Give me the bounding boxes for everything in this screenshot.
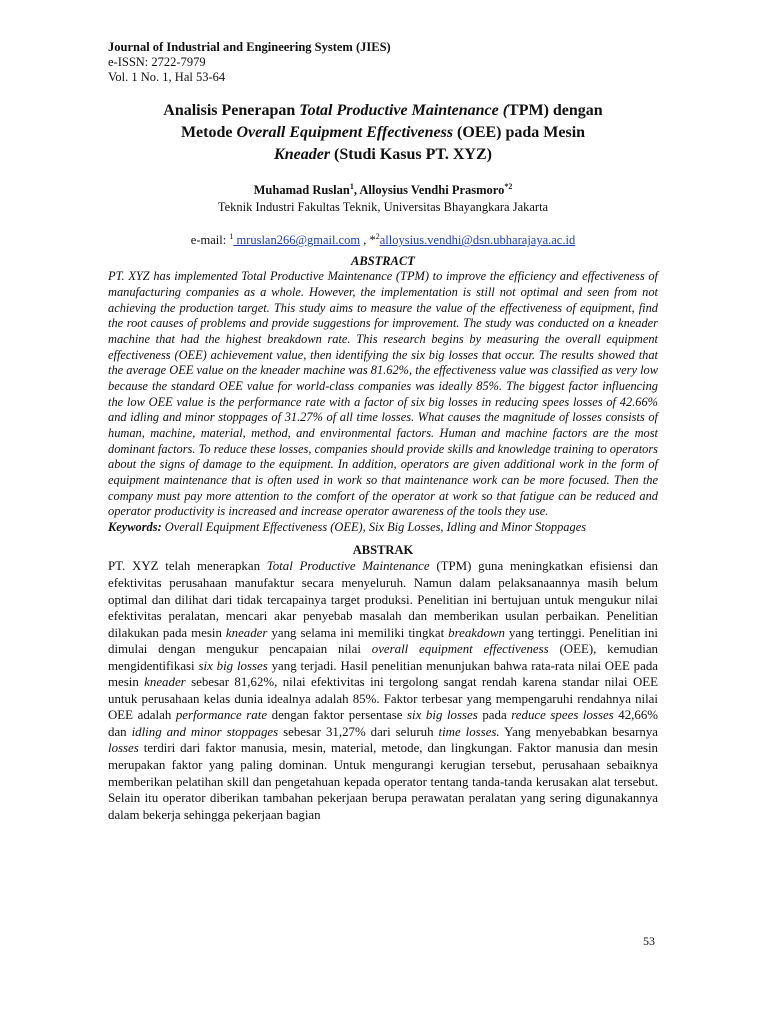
journal-issn: e-ISSN: 2722-7979 [108, 55, 206, 69]
abstract-english: PT. XYZ has implemented Total Productive Maintenance (TPM) to improve the efficiency and effectiveness of manufacturing companies as a whole. However, the implementation is still not optimal and seen from not achieving the production target. This study aims to measure the value of the effectiveness of equipment, find the root causes of problems and provide suggestions for improvement. The study was conducted on a kneader machine that had the highest breakdown rate. This research begins by measuring the overall equipment effectiveness (OEE) achievement value, then identifying the six big losses that occur. The results showed that the average OEE value on the kneader machine was 81.62%, the effectiveness value was classified as very low because the standard OEE value for world-class companies was ideally 85%. The biggest factor influencing the low OEE value is the performance rate with a factor of six big losses in reducing spees losses of 42.66% and idling and minor stoppages of 31.27% of all time losses. What causes the magnitude of losses consists of human, machine, material, method, and environmental factors. Human and machine factors are the most dominant factors. To reduce these losses, companies should provide skills and knowledge training to operators about the signs of damage to the equipment. In addition, operators are given additional work in the form of equipment maintenance that is often used in work so that maintenance work can be more focused. Then the company must pay more attention to the comfort of the operator at work so that fatigue can be reduced and operator productivity is increased and increase operator awareness of the tools they use. [108, 269, 658, 519]
paper-title: Analisis Penerapan Total Productive Maintenance (TPM) dengan Metode Overall Equipment Effectiveness (OEE) pada Mesin Kneader (Studi Kasus PT. XYZ) [163, 102, 603, 163]
email-link-2[interactable]: alloysius.vendhi@dsn.ubharajaya.ac.id [379, 233, 576, 248]
abstract-heading: ABSTRACT [351, 254, 415, 269]
journal-header [108, 40, 658, 85]
journal-volume: Vol. 1 No. 1, Hal 53-64 [108, 70, 226, 84]
keywords-label: Keywords: [108, 519, 162, 534]
author-2: Alloysius Vendhi Prasmoro [359, 183, 505, 198]
page-number: 53 [643, 934, 655, 948]
journal-name: Journal of Industrial and Engineering System (JIES) [108, 40, 391, 54]
email-line: e-mail: $^1$ mruslan266@gmail.com , *$^2$alloysius.vendhi@dsn.ubharajaya.ac.id [190, 232, 576, 248]
keywords [108, 520, 658, 536]
affiliation: Teknik Industri Fakultas Teknik, Universitas Bhayangkara Jakarta [217, 200, 549, 215]
abstrak-indonesian: PT. XYZ telah menerapkan Total Productive Maintenance (TPM) guna meningkatkan efisiensi dan efektivitas perusahaan manufaktur secara menyeluruh. Namun dalam pelaksanaannya masih belum optimal dan dilihat dari tidak tercapainya target produksi. Penelitian ini bertujuan untuk mengukur nilai efektivitas peralatan, mencari akar penyebab masalah dan memberikan usulan perbaikan. Penelitian dilakukan pada mesin kneader yang selama ini memiliki tingkat breakdown yang tertinggi. Penelitian ini dimulai dengan mengukur pencapaian nilai overall equipment effectiveness (OEE), kemudian mengidentifikasi six big losses yang terjadi. Hasil penelitian menunjukan bahwa rata-rata nilai OEE pada mesin kneader sebesar 81,62%, nilai efektivitas ini tergolong sangat rendah karena standar nilai OEE untuk perusahaan kelas dunia idealnya adalah 85%. Faktor terbesar yang mempengaruhi rendahnya nilai OEE adalah performance rate dengan faktor persentase six big losses pada reduce spees losses 42,66% dan idling and minor stoppages sebesar 31,27% dari seluruh time losses. Yang menyebabkan besarnya losses terdiri dari faktor manusia, mesin, material, metode, dan lingkungan. Faktor manusia dan mesin merupakan faktor yang paling dominan. Untuk mengurangi kerugian tersebut, perusahaan sebaiknya memberikan pelatihan skill dan pengetahuan kepada operator tentang tanda-tanda kerusakan alat tersebut. Selain itu operator diberikan tambahan pekerjaan berupa perawatan peralatan yang sering digunakannya dalam bekerja sehingga pekerjaan bagian [108, 559, 659, 822]
author-1: Muhamad Ruslan [253, 183, 350, 198]
abstrak-heading: ABSTRAK [352, 543, 414, 558]
keywords-text: Overall Equipment Effectiveness (OEE), Six Big Losses, Idling and Minor Stoppages [161, 519, 587, 534]
paper-page [108, 40, 658, 823]
author-list: Muhamad Ruslan$^1$, Alloysius Vendhi Prasmoro$^{*2}$ [253, 182, 513, 198]
email-link-1[interactable]: mruslan266@gmail.com [233, 233, 361, 248]
